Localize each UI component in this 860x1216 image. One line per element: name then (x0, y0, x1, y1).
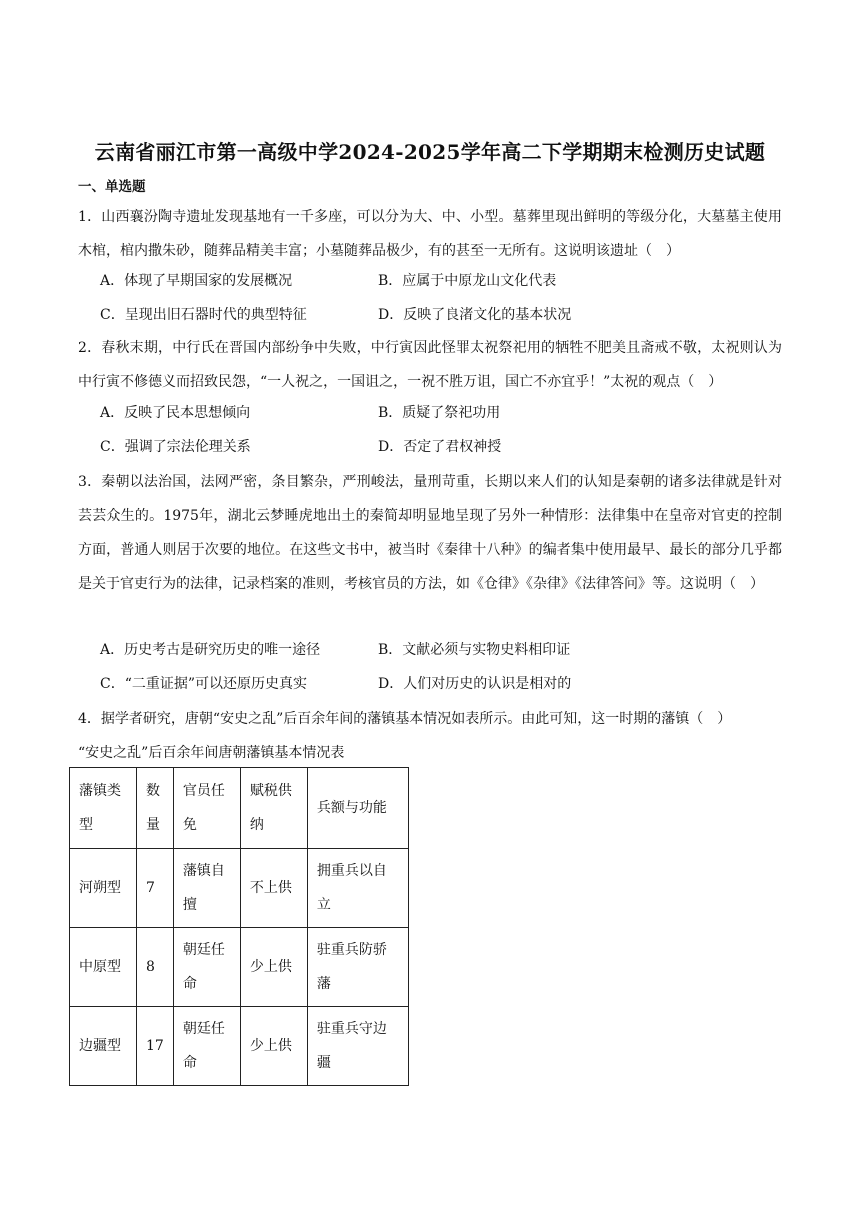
option-1a[interactable]: A．体现了早期国家的发展概况 (100, 273, 293, 289)
cell-type: 中原型 (70, 928, 137, 1007)
cell-appoint: 朝廷任 命 (173, 928, 240, 1007)
option-3a[interactable]: A．历史考古是研究历史的唯一途径 (100, 642, 321, 658)
question-1-options (100, 264, 780, 332)
question-3-stem: 3．秦朝以法治国，法网严密，条目繁杂，严刑峻法，量刑苛重，长期以来人们的认知是秦朝的诸多法律就是针对芸芸众生的。1975年，湖北云梦睡虎地出土的秦简却明显地呈现了另外一种情形：法律集中在皇帝对官吏的控制方面，普通人则居于次要的地位。在这些文书中，被当时《秦律十八种》的编者集中使用最早、最长的部分几乎都是关于官吏行为的法律，记录档案的准则，考核官员的方法，如《仓律》《杂律》《法律答问》等。这说明（ ） (78, 474, 782, 592)
option-3c[interactable]: C．“二重证据”可以还原历史真实 (100, 676, 308, 692)
section-heading: 一、单选题 (78, 179, 146, 195)
header-cell-type: 藩镇类 型 (70, 768, 137, 849)
option-1b[interactable]: B．应属于中原龙山文化代表 (378, 273, 557, 289)
table-row (70, 849, 409, 928)
option-2c[interactable]: C．强调了宗法伦理关系 (100, 439, 251, 455)
cell-func: 拥重兵以自 立 (307, 849, 408, 928)
option-1d[interactable]: D．反映了良渚文化的基本状况 (378, 307, 572, 323)
cell-tax: 少上供 (240, 1007, 307, 1086)
option-2d[interactable]: D．否定了君权神授 (378, 439, 502, 455)
page-title: 云南省丽江市第一高级中学2024-2025学年高二下学期期末检测历史试题 (94, 140, 766, 164)
cell-type: 边疆型 (70, 1007, 137, 1086)
option-2b[interactable]: B．质疑了祭祀功用 (378, 405, 501, 421)
question-1-stem: 1．山西襄汾陶寺遗址发现基地有一千多座，可以分为大、中、小型。墓葬里现出鲜明的等级分化，大墓墓主使用木棺，棺内撒朱砂，随葬品精美丰富；小墓随葬品极少，有的甚至一无所有。这说明该遗址（ ） (78, 209, 782, 259)
question-3-options (100, 633, 780, 701)
table-row (70, 1007, 409, 1086)
table-row (70, 928, 409, 1007)
cell-count: 7 (137, 849, 174, 928)
cell-count: 17 (137, 1007, 174, 1086)
cell-type: 河朔型 (70, 849, 137, 928)
question-2-stem: 2．春秋末期，中行氏在晋国内部纷争中失败，中行寅因此怪罪太祝祭祀用的牺牲不肥美且斋戒不敬，太祝则认为中行寅不修德义而招致民怨，“一人祝之，一国诅之，一祝不胜万诅，国亡不亦宜乎！”太祝的观点（ ） (78, 340, 782, 390)
table-header-row (70, 768, 409, 849)
question-2-options (100, 396, 780, 464)
question-4-stem: 4．据学者研究，唐朝“安史之乱”后百余年间的藩镇基本情况如表所示。由此可知，这一时期的藩镇（ ） (78, 711, 732, 727)
fanzhen-table (69, 767, 409, 1086)
cell-tax: 少上供 (240, 928, 307, 1007)
cell-func: 驻重兵守边 疆 (307, 1007, 408, 1086)
cell-func: 驻重兵防骄 藩 (307, 928, 408, 1007)
header-cell-appoint: 官员任 免 (173, 768, 240, 849)
option-3b[interactable]: B．文献必须与实物史料相印证 (378, 642, 571, 658)
table-caption: “安史之乱”后百余年间唐朝藩镇基本情况表 (78, 745, 345, 761)
header-cell-tax: 赋税供 纳 (240, 768, 307, 849)
cell-tax: 不上供 (240, 849, 307, 928)
option-3d[interactable]: D．人们对历史的认识是相对的 (378, 676, 572, 692)
cell-appoint: 藩镇自 擅 (173, 849, 240, 928)
header-cell-func: 兵额与功能 (307, 768, 408, 849)
cell-count: 8 (137, 928, 174, 1007)
header-cell-count: 数 量 (137, 768, 174, 849)
option-2a[interactable]: A．反映了民本思想倾向 (100, 405, 251, 421)
option-1c[interactable]: C．呈现出旧石器时代的典型特征 (100, 307, 307, 323)
cell-appoint: 朝廷任 命 (173, 1007, 240, 1086)
